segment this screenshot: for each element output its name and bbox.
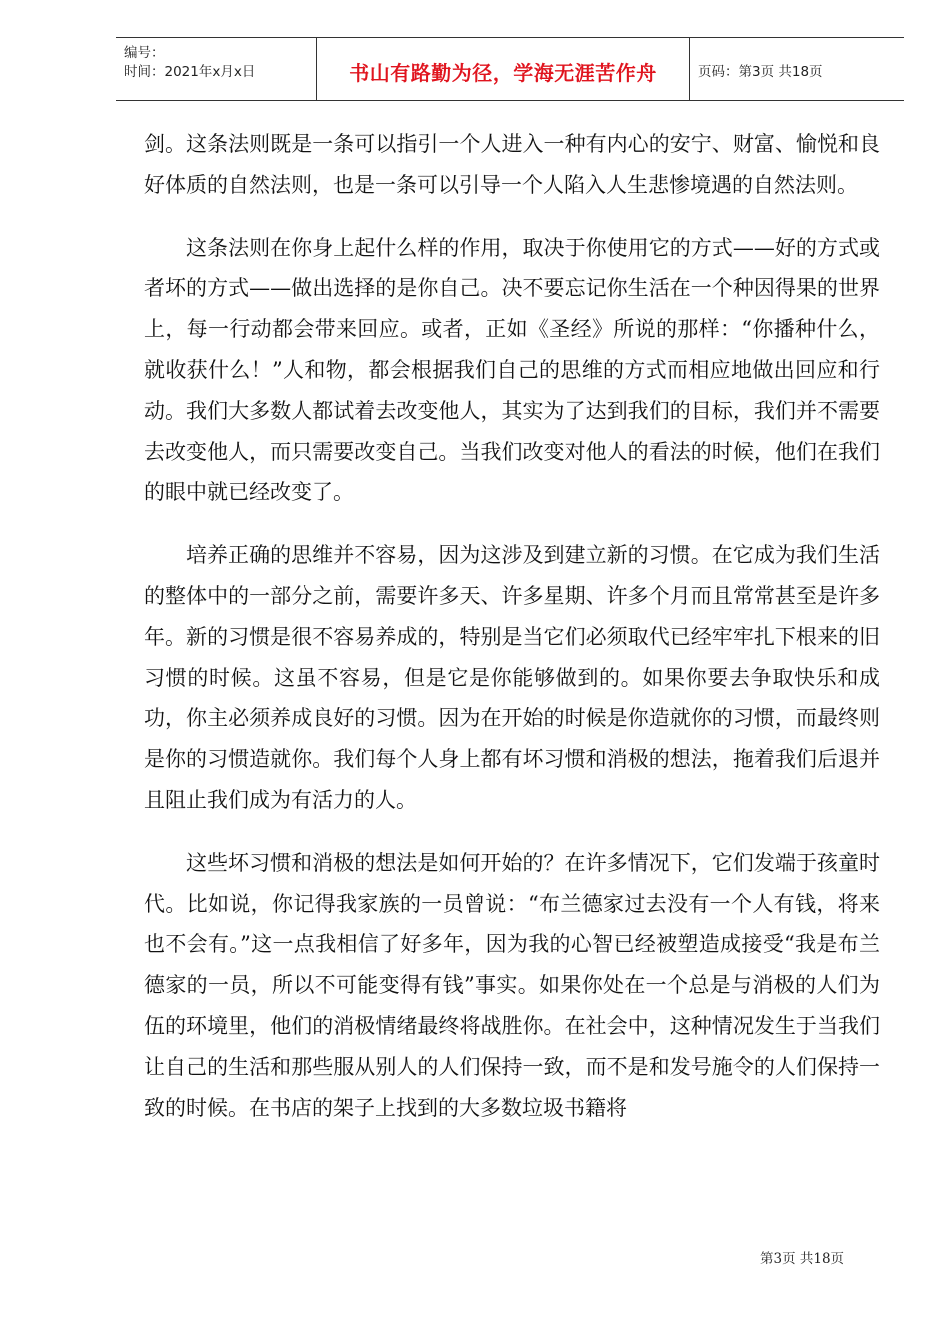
header-page-cell (690, 38, 904, 100)
header-motto-cell (316, 38, 690, 100)
paragraph: 培养正确的思维并不容易，因为这涉及到建立新的习惯。在它成为我们生活的整体中的一部分之前，需要许多天、许多星期、许多个月而且常常甚至是许多年。新的习惯是很不容易养成的，特别是当它们必须取代已经牢牢扎下根来的旧习惯的时候。这虽不容易，但是它是你能够做到的。如果你要去争取快乐和成功，你主必须养成良好的习惯。因为在开始的时候是你造就你的习惯，而最终则是你的习惯造就你。我们每个人身上都有坏习惯和消极的想法，拖着我们后退并且阻止我们成为有活力的人。 (144, 543, 880, 812)
body-text (144, 124, 880, 1150)
paragraph: 这些坏习惯和消极的想法是如何开始的？在许多情况下，它们发端于孩童时代。比如说，你记得我家族的一员曾说：“布兰德家过去没有一个人有钱，将来也不会有。”这一点我相信了好多年，因为我的心智已经被塑造成接受“我是布兰德家的一员，所以不可能变得有钱”事实。如果你处在一个总是与消极的人们为伍的环境里，他们的消极情绪最终将战胜你。在社会中，这种情况发生于当我们让自己的生活和那些服从别人的人们保持一致，而不是和发号施令的人们保持一致的时候。在书店的架子上找到的大多数垃圾书籍将 (144, 850, 880, 1120)
header-meta-cell (116, 38, 316, 100)
number-label: 编号： (124, 45, 165, 61)
page-header (116, 37, 904, 101)
time-label: 时间：2021年x月x日 (124, 64, 256, 80)
motto: 书山有路勤为径，学海无涯苦作舟 (349, 61, 657, 85)
page-footer: 第3页 共18页 (760, 1251, 845, 1267)
header-page-label: 页码：第3页 共18页 (698, 64, 823, 80)
paragraph: 剑。这条法则既是一条可以指引一个人进入一种有内心的安宁、财富、愉悦和良好体质的自然法则，也是一条可以引导一个人陷入人生悲惨境遇的自然法则。 (144, 132, 880, 197)
paragraph: 这条法则在你身上起什么样的作用，取决于你使用它的方式——好的方式或者坏的方式——做出选择的是你自己。决不要忘记你生活在一个种因得果的世界上，每一行动都会带来回应。或者，正如《圣经》所说的那样：“你播种什么，就收获什么！”人和物，都会根据我们自己的思维的方式而相应地做出回应和行动。我们大多数人都试着去改变他人，其实为了达到我们的目标，我们并不需要去改变他人，而只需要改变自己。当我们改变对他人的看法的时候，他们在我们的眼中就已经改变了。 (144, 235, 880, 505)
